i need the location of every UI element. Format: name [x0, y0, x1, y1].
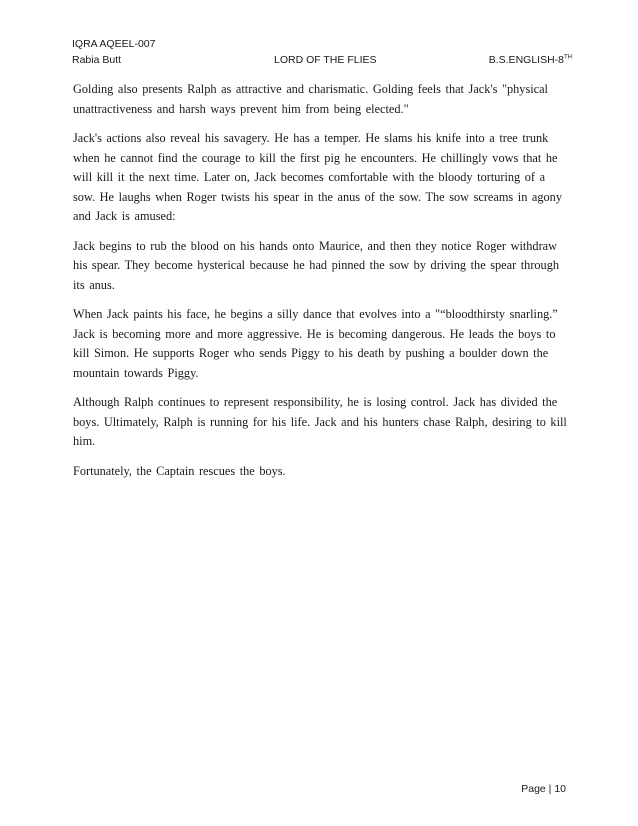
paragraph: Although Ralph continues to represent responsibility, he is losing control. Jack has divided the boys. Ultimately, Ralph is running for his life. Jack and his hunters chase Ralph, desiring to kill him.	[73, 395, 567, 448]
paragraph: Golding also presents Ralph as attractive and charismatic. Golding feels that Jack's "physical unattractiveness and harsh ways prevent him from being elected."	[73, 82, 548, 116]
document-body	[73, 80, 569, 491]
header-name: Rabia Butt	[72, 54, 122, 66]
paragraph: When Jack paints his face, he begins a silly dance that evolves into a "“bloodthirsty snarling.” Jack is becoming more and more aggressive. He is becoming dangerous. He leads the boys to kill Simon. He supports Roger who sends Piggy to his death by pushing a boulder down the mountain towards Piggy.	[73, 307, 558, 380]
header-course	[489, 52, 572, 68]
paragraph: Jack begins to rub the blood on his hands onto Maurice, and then they notice Roger withdraw his spear. They become hysterical because he had pinned the sow by driving the spear through its anus.	[73, 238, 560, 292]
header-course-text: B.S.ENGLISH-8	[488, 54, 564, 66]
header-id: IQRA AQEEL-007	[72, 38, 156, 50]
header-title: LORD OF THE FLIES	[274, 54, 377, 66]
header-row-2	[72, 52, 572, 68]
paragraph: Fortunately, the Captain rescues the boys.	[73, 463, 286, 478]
page-number: Page | 10	[521, 783, 566, 795]
header-course-sup: TH	[564, 54, 572, 61]
header-row-1	[72, 36, 572, 52]
page-header	[72, 36, 572, 68]
paragraph: Jack's actions also reveal his savagery. He has a temper. He slams his knife into a tree trunk when he cannot find the courage to kill the first pig he encounters. He chillingly vows that he will kill it the next time. Later on, Jack becomes comfortable with the bloody torturing of a sow. He laughs when Roger twists his spear in the anus of the sow. The sow screams in agony and Jack is amused:	[73, 131, 562, 223]
